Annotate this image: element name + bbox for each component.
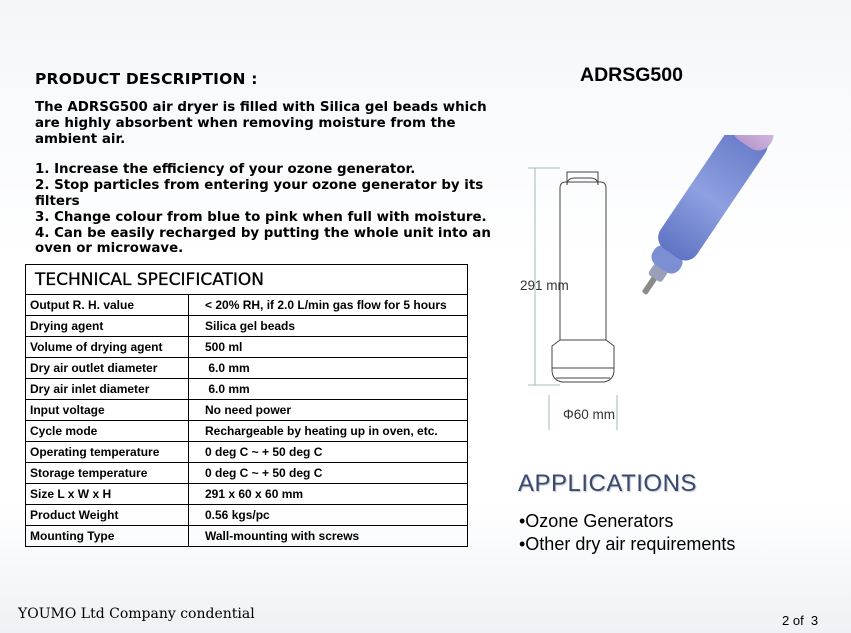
table-row: [26, 358, 468, 379]
applications-list: [519, 510, 735, 556]
table-row: [26, 379, 468, 400]
table-row: [26, 316, 468, 337]
feature-item: 1. Increase the efficiency of your ozone generator.: [35, 162, 416, 178]
feature-item: 4. Can be easily recharged by putting the whole unit into an oven or microwave.: [35, 225, 491, 257]
model-title: ADRSG500: [580, 64, 683, 86]
table-row: [26, 463, 468, 484]
page-number: 2 of 3: [782, 613, 819, 628]
table-row: [26, 442, 468, 463]
spec-table-title: TECHNICAL SPECIFICATION: [25, 264, 468, 294]
spec-label: Drying agent: [26, 316, 189, 337]
feature-item: 3. Change colour from blue to pink when full with moisture.: [35, 209, 487, 225]
table-row: [26, 400, 468, 421]
spec-label: Cycle mode: [26, 421, 189, 442]
spec-value: 6.0 mm: [189, 358, 468, 379]
spec-label: Storage temperature: [26, 463, 189, 484]
product-photo: [626, 135, 780, 306]
spec-label: Operating temperature: [26, 442, 189, 463]
spec-value: Rechargeable by heating up in oven, etc.: [189, 421, 468, 442]
spec-label: Size L x W x H: [26, 484, 189, 505]
spec-value: 0 deg C ~ + 50 deg C: [189, 442, 468, 463]
technical-specification-table: [25, 264, 468, 547]
spec-value: < 20% RH, if 2.0 L/min gas flow for 5 hours: [189, 295, 468, 316]
height-dimension-label: 291 mm: [520, 278, 569, 293]
spec-value: Silica gel beads: [189, 316, 468, 337]
table-row: [26, 526, 468, 547]
spec-value: 500 ml: [189, 337, 468, 358]
table-row: [26, 421, 468, 442]
table-row: [26, 505, 468, 526]
table-row: [26, 337, 468, 358]
spec-label: Mounting Type: [26, 526, 189, 547]
list-item: •Ozone Generators: [519, 511, 674, 531]
table-row: [26, 295, 468, 316]
feature-item: 2. Stop particles from entering your ozone generator by its filters: [35, 178, 484, 209]
applications-heading: APPLICATIONS: [518, 470, 697, 497]
technical-drawing: [552, 172, 614, 382]
spec-label: Output R. H. value: [26, 295, 189, 316]
spec-value: 6.0 mm: [189, 379, 468, 400]
spec-label: Volume of drying agent: [26, 337, 189, 358]
spec-label: Product Weight: [26, 505, 189, 526]
dimension-lines: [528, 168, 617, 430]
table-row: [26, 484, 468, 505]
list-item: •Other dry air requirements: [519, 534, 736, 554]
diameter-dimension-label: Φ60 mm: [563, 407, 616, 422]
spec-value: No need power: [189, 400, 468, 421]
feature-list: [35, 162, 505, 257]
product-description: [35, 100, 505, 257]
footer-company: YOUMO Ltd Company condential: [18, 606, 255, 622]
spec-value: 0.56 kgs/pc: [189, 505, 468, 526]
spec-label: Input voltage: [26, 400, 189, 421]
product-description-heading: PRODUCT DESCRIPTION :: [35, 70, 258, 88]
spec-value: 0 deg C ~ + 50 deg C: [189, 463, 468, 484]
spec-value: 291 x 60 x 60 mm: [189, 484, 468, 505]
description-intro: The ADRSG500 air dryer is filled with Silica gel beads which are highly absorbent when removing moisture from the ambient air.: [35, 100, 487, 147]
spec-label: Dry air inlet diameter: [26, 379, 189, 400]
spec-value: Wall-mounting with screws: [189, 526, 468, 547]
spec-label: Dry air outlet diameter: [26, 358, 189, 379]
